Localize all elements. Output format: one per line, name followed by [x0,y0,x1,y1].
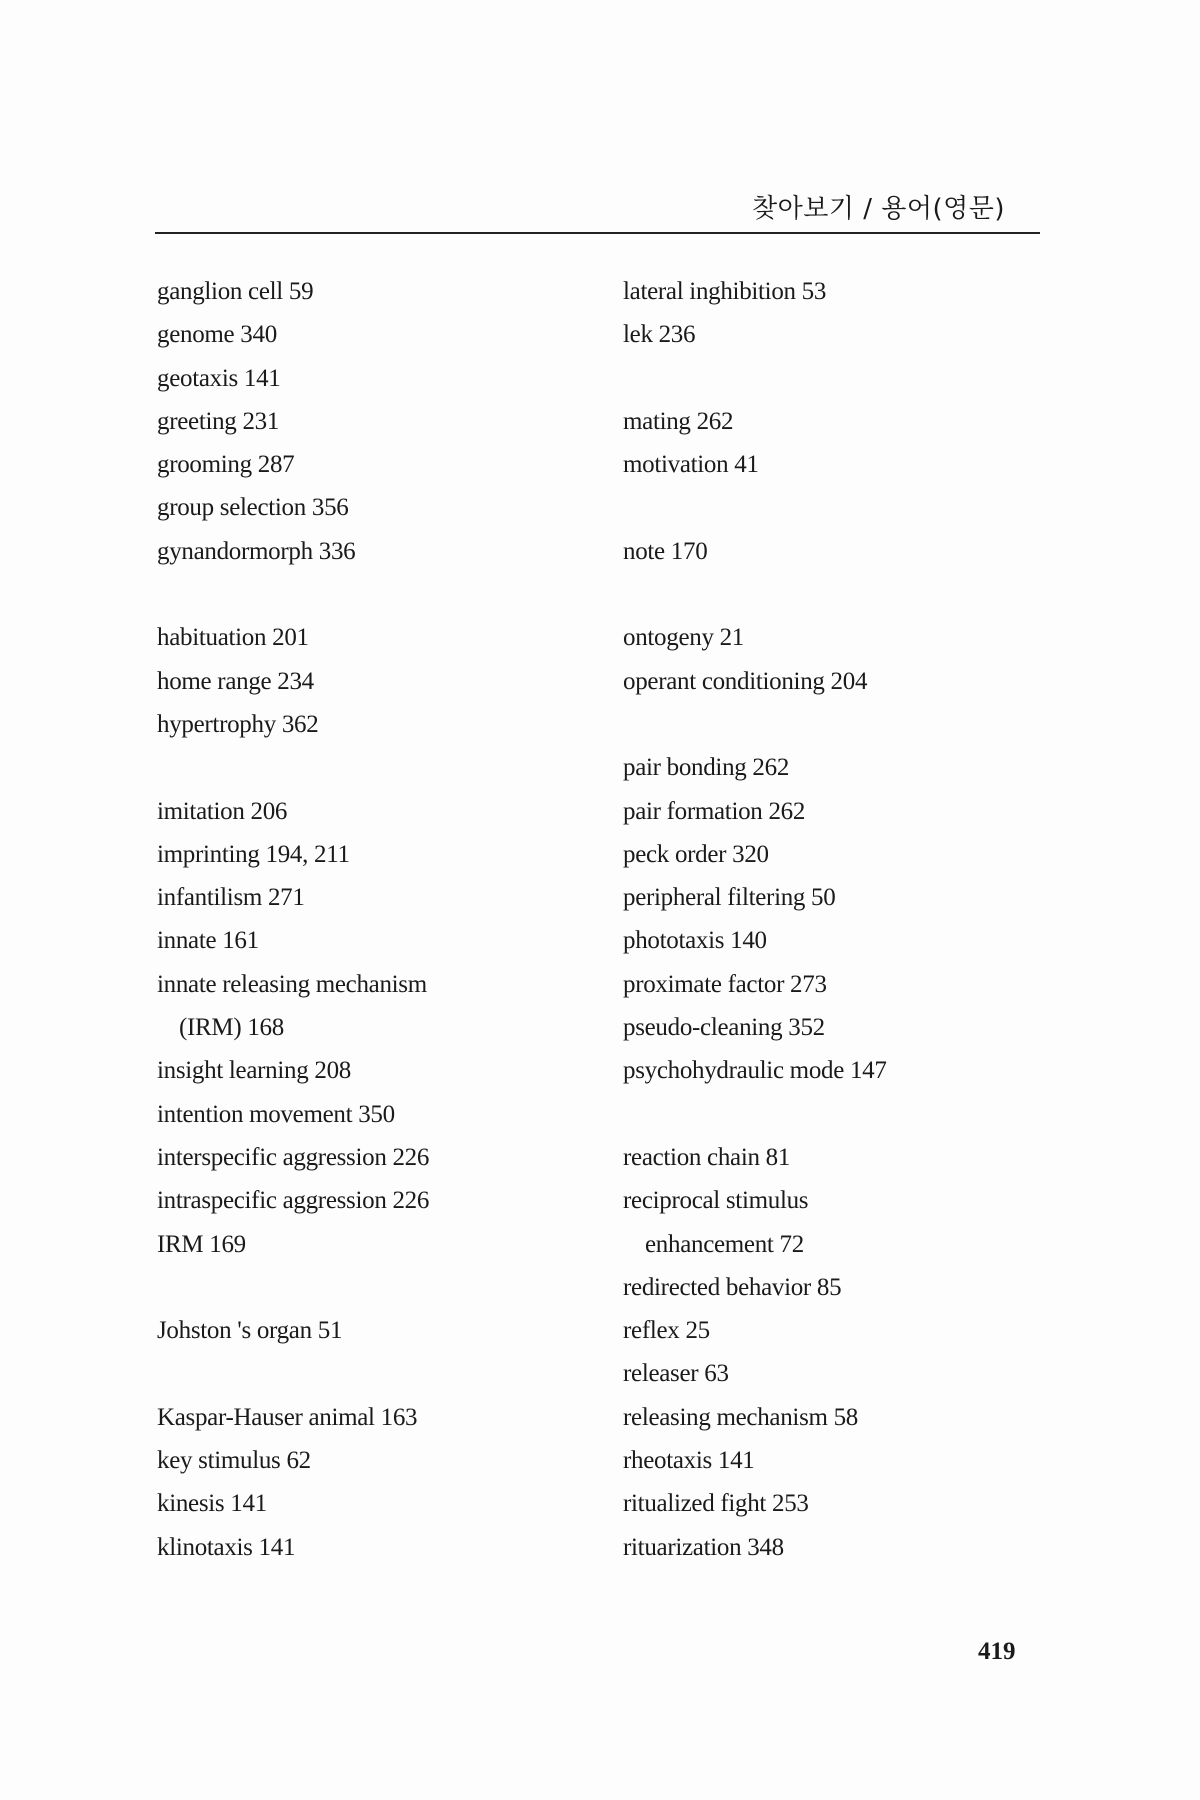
index-entry: innate releasing mechanism [157,970,427,998]
index-entry: greeting 231 [157,407,280,435]
index-entry: lateral inghibition 53 [623,278,827,305]
index-letter-group [157,1309,577,1352]
index-entry: infantilism 271 [157,884,305,912]
index-entry-continuation: enhancement 72 [645,1230,804,1258]
index-entry: rheotaxis 141 [623,1447,755,1475]
index-entry: releaser 63 [623,1360,729,1388]
index-entry: reciprocal stimulus [623,1187,809,1215]
index-entry: reaction chain 81 [623,1143,791,1171]
index-entry: motivation 41 [623,451,759,479]
index-entry: hypertrophy 362 [157,710,319,738]
index-entry: pseudo-cleaning 352 [623,1014,825,1042]
index-entry-continuation: (IRM) 168 [179,1014,284,1042]
index-entry: phototaxis 140 [623,927,767,955]
index-entry: pair bonding 262 [623,754,790,782]
index-entry: ritualized fight 253 [623,1490,809,1518]
index-entry: redirected behavior 85 [623,1273,842,1301]
index-entry: group selection 356 [157,494,349,522]
index-letter-group [623,1136,1043,1569]
index-letter-group [623,400,1043,487]
index-entry: note 170 [623,537,708,565]
index-entry: lek 236 [623,321,696,349]
index-letter-group [623,746,1043,1092]
index-entry: habituation 201 [157,624,309,652]
index-entry: pair formation 262 [623,797,806,825]
index-entry: ganglion cell 59 [157,278,314,305]
index-entry: genome 340 [157,321,277,349]
index-entry: Kaspar-Hauser animal 163 [157,1403,418,1431]
index-letter-group [157,790,577,1266]
index-entry: imprinting 194, 211 [157,840,350,868]
index-column-left [157,270,577,1612]
index-entry: operant conditioning 204 [623,667,868,695]
index-entry: ontogeny 21 [623,624,744,652]
index-entry: mating 262 [623,407,734,435]
index-entry: rituarization 348 [623,1533,784,1561]
index-letter-group [157,616,577,746]
index-entry: reflex 25 [623,1317,710,1345]
index-entry: releasing mechanism 58 [623,1403,858,1431]
index-entry: interspecific aggression 226 [157,1143,430,1171]
index-entry: geotaxis 141 [157,364,281,392]
index-entry: grooming 287 [157,451,295,479]
index-entry: imitation 206 [157,797,288,825]
index-column-right [623,270,1043,1612]
index-letter-group [623,270,1043,357]
index-letter-group [623,616,1043,703]
index-letter-group [157,1396,577,1569]
header-rule [155,232,1040,234]
index-entry: psychohydraulic mode 147 [623,1057,887,1085]
index-entry: gynandormorph 336 [157,537,356,565]
page-number: 419 [978,1638,1016,1665]
index-letter-group [157,270,577,573]
index-entry: intention movement 350 [157,1100,395,1128]
index-entry: insight learning 208 [157,1057,351,1085]
running-header: 찾아보기 / 용어(영문) [751,194,1005,224]
index-entry: peck order 320 [623,840,769,868]
index-entry: key stimulus 62 [157,1447,311,1475]
index-entry: peripheral filtering 50 [623,884,836,912]
index-entry: kinesis 141 [157,1490,267,1518]
index-entry: klinotaxis 141 [157,1533,296,1561]
index-entry: proximate factor 273 [623,970,827,998]
index-entry: Johston 's organ 51 [157,1317,343,1345]
index-entry: IRM 169 [157,1230,246,1258]
index-entry: intraspecific aggression 226 [157,1187,430,1215]
index-entry: innate 161 [157,927,259,955]
index-letter-group [623,530,1043,573]
index-entry: home range 234 [157,667,314,695]
